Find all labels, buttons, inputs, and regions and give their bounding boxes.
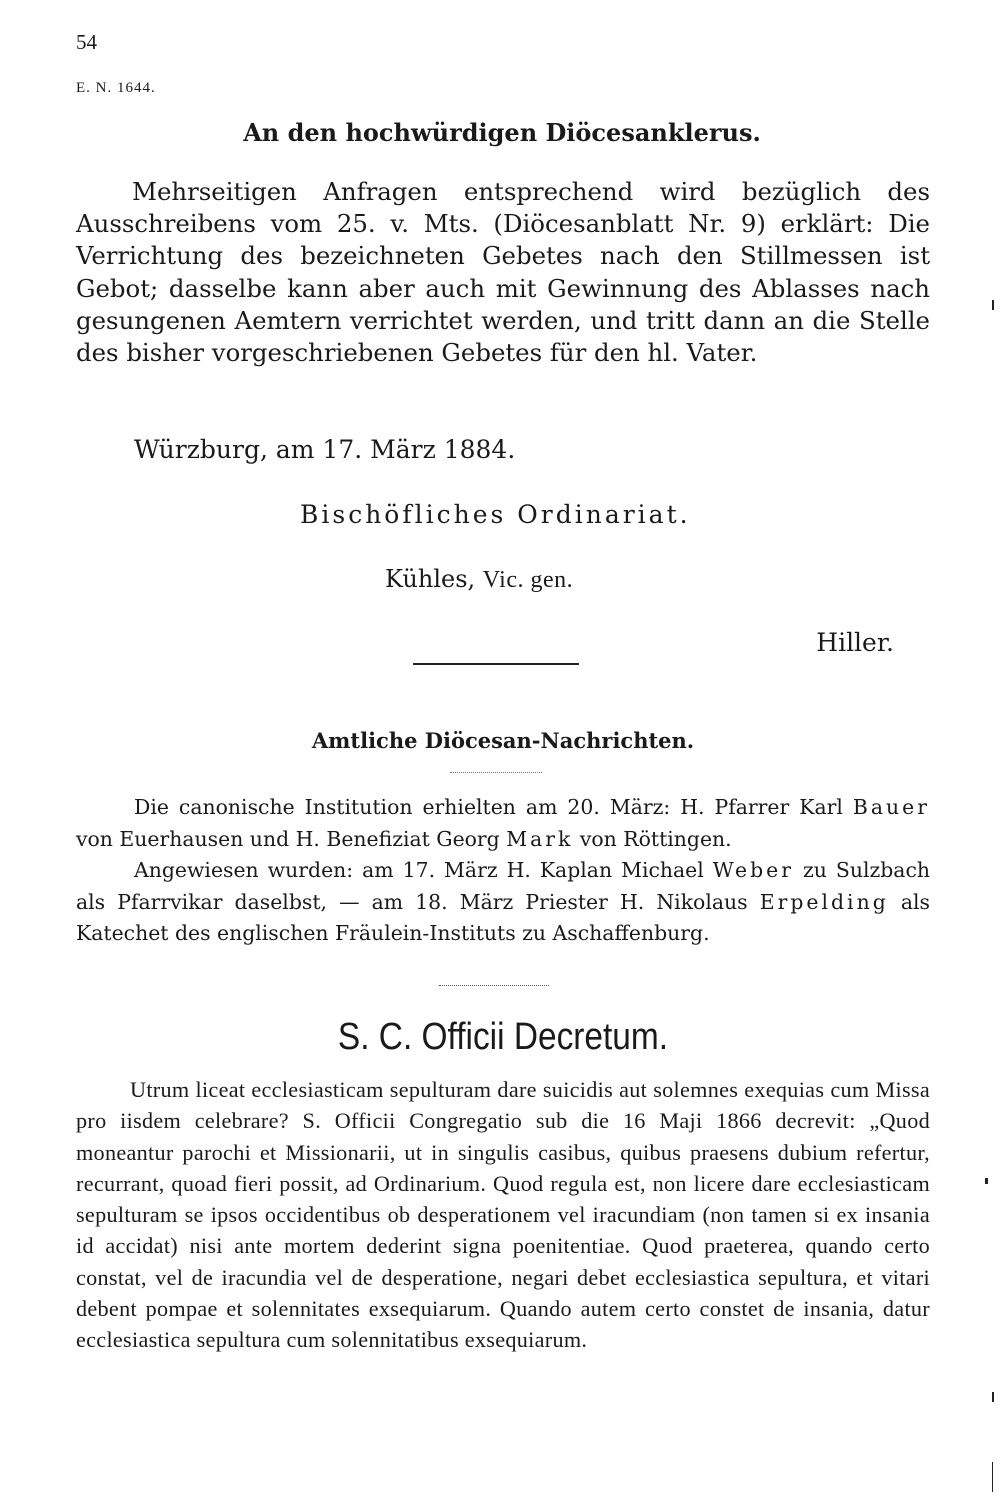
spaced-name: Mark [506,826,574,851]
signer-title: Vic. gen. [482,567,574,593]
issuing-office: Bischöfliches Ordinariat. [300,500,691,529]
decree-body: Utrum liceat ecclesiasticam sepulturam dare suicidis aut solemnes exequias cum Missa pro iisdem celebrare? S. Officii Congregatio sub die 16 Maji 1866 decrevit: „Quod moneantur parochi et Missionarii, ut in singulis casibus, quibus praesens dubium refertur, recurrant, quoad fieri possit, ad Ordinarium. Quod regula est, non licere dare ecclesiasticam sepulturam se ipsos occidentibus ob desperationem vel iracundiam (non tamen si ex insania id accidat) nisi ante mortem dederint signa poenitentiae. Quod praeterea, quando certo constat, vel de iracundia vel de desperatione, negari debet ecclesiastica sepultura, et vitari debent pompae et solennitates exsequiarum. Quando autem certo constet de insania, datur ecclesiastica sepultura cum solennitatibus exsequiarum. [76,1077,930,1353]
reference-number: E. N. 1644. [76,80,156,96]
text-run: Die canonische Institution erhielten am 20. März: H. Pfarrer Karl [134,795,853,819]
page-number: 54 [76,30,97,54]
dotted-divider [450,772,542,773]
news-heading: Amtliche Diöcesan-Nachrichten. [311,728,695,753]
news-paragraph-institution [76,792,930,855]
notice-body: Mehrseitigen Anfragen entsprechend wird bezüglich des Ausschreibens vom 25. v. Mts. (Diöcesanblatt Nr. 9) erklärt: Die Verrichtung des bezeichneten Gebetes nach den Stillmessen ist Gebot; dasselbe kann aber auch mit Gewinnung des Ablasses nach gesungenen Aemtern verrichtet werden, und tritt dann an die Stelle des bisher vorgeschriebenen Gebetes für den hl. Vater. [76,177,930,368]
spaced-name: Bauer [852,795,930,819]
spaced-name: Weber [712,858,794,882]
dateline: Würzburg, am 17. März 1884. [134,435,516,464]
signature-secretary: Hiller. [816,628,894,657]
notice-heading: An den hochwürdigen Diöcesanklerus. [243,118,761,147]
text-run: von Röttingen. [573,826,732,851]
signer-name: Kühles, [385,565,476,593]
decree-title: S. C. Officii Decretum. [337,1016,669,1058]
scan-mark [985,1178,988,1184]
scan-mark [992,300,994,310]
dotted-divider [439,985,549,986]
spaced-name: Erpelding [759,889,889,914]
scan-mark [992,1392,994,1402]
text-run: zu Sulzbach als Pfarrvikar daselbst, — am 18. März Priester H. Nikolaus [76,858,930,914]
section-divider [413,663,579,665]
text-run: Angewiesen wurden: am 17. März H. Kaplan Michael [134,858,713,882]
text-run: von Euerhausen und H. Benefiziat Georg [76,826,507,851]
text-run: als Katechet des englischen Fräulein-Instituts zu Aschaffenburg. [76,889,931,945]
signature-vicar-general [385,565,573,594]
scan-mark [992,1462,993,1492]
news-paragraph-assignments [76,855,930,950]
